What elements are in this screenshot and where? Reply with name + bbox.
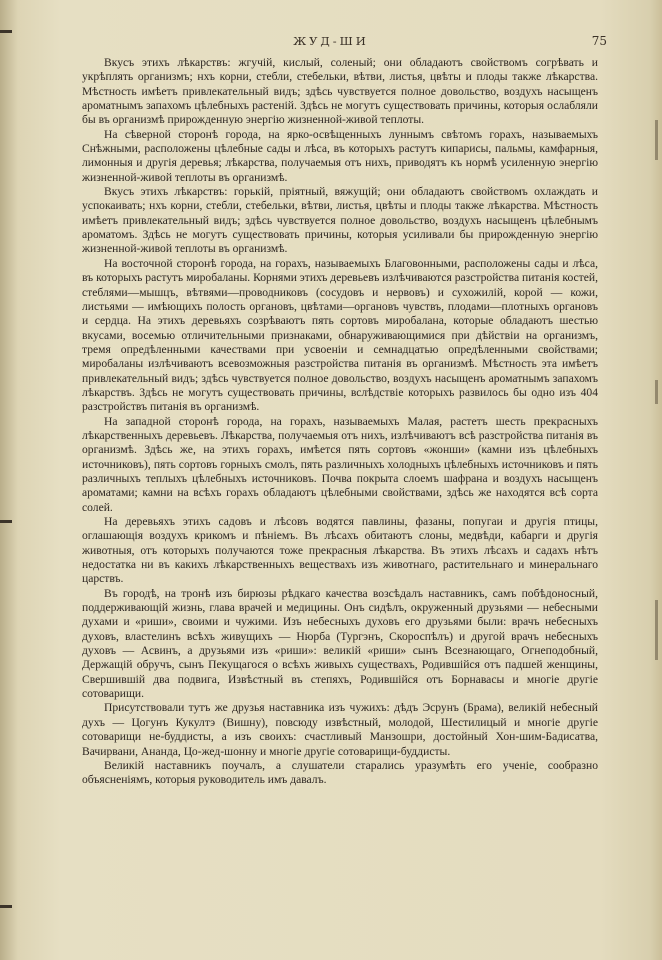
paragraph: Въ городѣ, на тронѣ изъ бирюзы рѣдкаго качества возсѣдалъ наставникъ, самъ побѣдоносный, поддерживающій жизнь, глава врачей и медицины. Онъ сидѣлъ, окруженный друзьями — небесными духами и «риши», своими и чужими. Изъ небесныхъ духовъ его друзьями были: врачъ небесныхъ духовъ, властелинъ всѣхъ живущихъ — Нюрба (Тургэнъ, Скороспѣлъ) и другой врачъ небесныхъ духовъ — Асвинъ, а друзьями изъ «риши»: великій «риши» сынъ Всезнающаго, Огнеподобный, Держащій обручъ, сынъ Пекущагося о всѣхъ живыхъ существахъ, Родившійся отъ падшей женщины, Свершившій два подвига, Извѣстный въ степяхъ, Родившійся отъ Борнавасы и многіе другіе сотоварищи. bbox=[82, 586, 598, 701]
body-text bbox=[82, 56, 598, 788]
edge-speck bbox=[655, 120, 658, 160]
paragraph: Вкусъ этихъ лѣкарствъ: горькій, пріятный, вяжущій; они обладаютъ свойствомъ охлаждать и успокаивать; нхъ корни, стебли, стебельки, вѣтви, листья, цвѣты и плоды также лѣкарства. Мѣстность имѣетъ привлекательный видъ; здѣсь чувствуется полное довольство, воздухъ насыщенъ цѣлебнымъ ароматомъ. Здѣсь не могутъ существовать причины, которыя усиливали бы прирожденную энергію жизненной-живой теплоты въ организмѣ. bbox=[82, 185, 598, 256]
page-header bbox=[0, 34, 662, 54]
paragraph: На сѣверной сторонѣ города, на ярко-освѣщенныхъ луннымъ свѣтомъ горахъ, называемыхъ Снѣжными, расположены цѣлебные сады и лѣса, въ которыхъ растутъ кипарисы, пальмы, камфарныя, лимонныя и другія деревья; лѣкарства, получаемыя отъ нихъ, приводятъ къ нормѣ усиленную энергію жизненной-живой теплоты въ организмѣ. bbox=[82, 127, 598, 184]
page-number: 75 bbox=[591, 34, 607, 48]
paragraph: На восточной сторонѣ города, на горахъ, называемыхъ Благовонными, расположены сады и лѣса, въ которыхъ растутъ миробаланы. Корнями этихъ деревьевъ излѣчиваются разстройства питанія костей, стеблями—мышцъ, вѣтвями—проводниковъ (сосудовъ и нервовъ) и сухожилій, корой — кожи, листьями — имѣющихъ полость органовъ, цвѣтами—органовъ чувствъ, плодами—плотныхъ органовъ и сердца. На этихъ деревьяхъ созрѣваютъ пять сортовъ миробалана, которые обладаютъ шестью вкусами, восемью отличительными признаками, обнаруживающимися при дѣйствіи на организмъ, тремя опредѣленными качествами при усвоеніи и семнадцатью опредѣленными свойствами; миробаланы излѣчиваютъ всевозможныя разстройства питанія въ организмѣ. Мѣстность эта имѣетъ привлекательный видъ; здѣсь чувствуется полное довольство, воздухъ насыщенъ ароматнымъ запахомъ лѣкарствъ. Здѣсь не могутъ существовать причины, вслѣдствіе которыхъ развилось бы одно изъ 404 разстройствъ питанія въ организмѣ. bbox=[82, 256, 598, 414]
paragraph: Вкусъ этихъ лѣкарствъ: жгучій, кислый, соленый; они обладаютъ свойствомъ согрѣвать и укрѣплять организмъ; нхъ корни, стебли, стебельки, вѣтви, листья, цвѣты и плоды также лѣкарства. Мѣстность имѣетъ привлекательный видъ; здѣсь чувствуется полное довольство, воздухъ насыщенъ ароматнымъ запахомъ цѣлебныхъ растеній. Здѣсь не могутъ существовать причины, которыя ослабляли бы въ организмѣ прирожденную энергію жизненной-живой теплоты. bbox=[82, 56, 598, 127]
margin-mark bbox=[0, 520, 12, 523]
paragraph: Великій наставникъ поучалъ, а слушатели старались уразумѣть его ученіе, сообразно объясненіямъ, которыя руководитель имъ давалъ. bbox=[82, 758, 598, 787]
margin-mark bbox=[0, 30, 12, 33]
edge-speck bbox=[655, 600, 658, 660]
running-title: ЖУД-ШИ bbox=[293, 34, 369, 48]
margin-mark bbox=[0, 905, 12, 908]
paragraph: На западной сторонѣ города, на горахъ, называемыхъ Малая, растетъ шесть прекрасныхъ лѣкарственныхъ деревьевъ. Лѣкарства, получаемыя отъ нихъ, излѣчиваютъ всѣ разстройства питанія въ организмѣ. Здѣсь же, на этихъ горахъ, имѣется пять сортовъ «жонши» (камни изъ цѣлебныхъ источниковъ), пять сортовъ горныхъ смолъ, пять различныхъ холодныхъ цѣлебныхъ источниковъ и пять различныхъ теплыхъ цѣлебныхъ источниковъ. Почва покрыта слоемъ шафрана и воздухъ насыщенъ ароматами; камни на всѣхъ горахъ обладаютъ цѣлебными свойствами, здѣсь же находятся всѣ сорта солей. bbox=[82, 414, 598, 514]
paragraph: Присутствовали тутъ же друзья наставника изъ чужихъ: дѣдъ Эсрунъ (Брама), великій небесный духъ — Цогунъ Кукултэ (Вишну), повсюду извѣстный, молодой, Шестилицый и многіе другіе сотоварищи не-буддисты, а изъ своихъ: счастливый Манзошри, достойный Хон-шим-Бадисатва, Вачирвани, Ананда, Цо-жед-шонну и многіе другіе сотоварищи-буддисты. bbox=[82, 701, 598, 758]
paragraph: На деревьяхъ этихъ садовъ и лѣсовъ водятся павлины, фазаны, попугаи и другія птицы, оглашающія воздухъ крикомъ и пѣніемъ. Въ лѣсахъ обитаютъ слоны, медвѣди, кабарги и другія животныя, отъ которыхъ получаются тоже прекрасныя лѣкарства. Въ этихъ лѣсахъ и садахъ нѣтъ недостатка ни въ какихъ лѣкарственныхъ веществахъ изъ животнаго, растительнаго и минеральнаго царствъ. bbox=[82, 515, 598, 586]
edge-speck bbox=[655, 380, 658, 404]
